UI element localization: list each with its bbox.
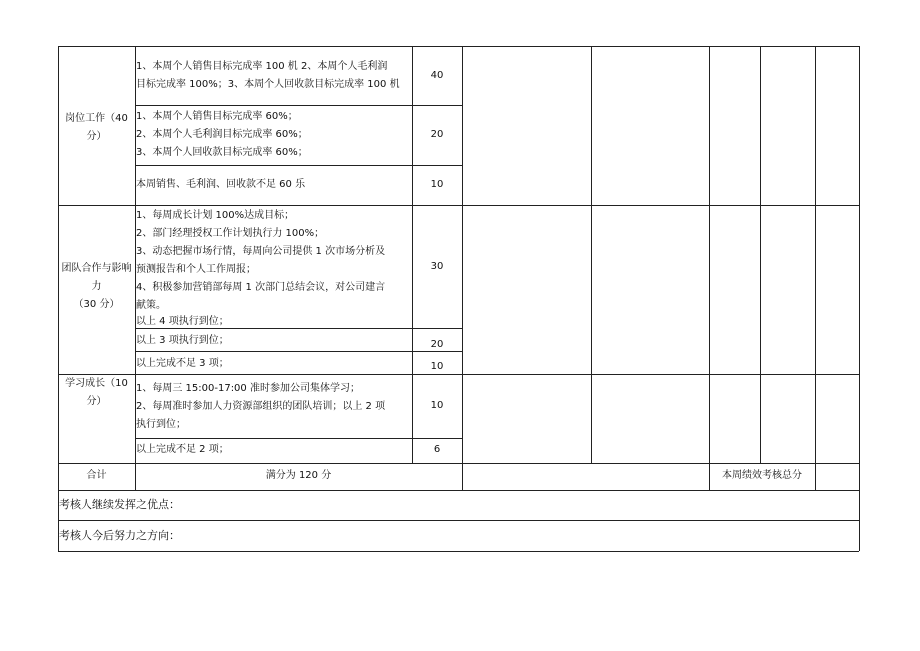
- col-border: [591, 46, 592, 463]
- score-cell: 10: [430, 179, 444, 190]
- score-cell: 10: [430, 361, 444, 372]
- section-title-line: 分）: [86, 131, 107, 142]
- criteria-text: [136, 207, 385, 329]
- row-border: [58, 520, 859, 521]
- total-label: 合计: [86, 470, 107, 481]
- criteria-line: 1、每周成长计划 100%达成目标；: [136, 210, 295, 221]
- score-cell: 20: [430, 339, 444, 350]
- criteria-line: 3、动态把握市场行情，每周向公司提供 1 次市场分析及: [136, 246, 386, 257]
- col-border: [859, 46, 860, 551]
- score-cell: 30: [430, 261, 444, 272]
- criteria-line: 预测报告和个人工作周报；: [136, 264, 256, 275]
- section-title-line: 分）: [86, 396, 107, 407]
- criteria-line: 以上 4 项执行到位；: [136, 316, 229, 327]
- criteria-line: 目标完成率 100%；3、本周个人回收款目标完成率 100 机: [136, 79, 400, 90]
- criteria-text: [136, 58, 400, 94]
- criteria-line: 4、积极参加营销部每周 1 次部门总结会议，对公司建言: [136, 282, 386, 293]
- criteria-text: 以上 3 项执行到位；: [136, 335, 229, 346]
- criteria-text: 以上完成不足 3 项；: [136, 358, 229, 369]
- section-title-team: [58, 260, 135, 314]
- full-score-label: 满分为 120 分: [265, 470, 332, 481]
- weekly-total-label: 本周绩效考核总分: [722, 470, 802, 481]
- row-border: [58, 463, 859, 464]
- section-title-line: 团队合作与影响: [61, 263, 132, 274]
- score-cell: 10: [430, 400, 444, 411]
- row-border: [58, 46, 859, 47]
- section-title-line: （30 分）: [73, 299, 120, 310]
- criteria-line: 1、本周个人销售目标完成率 60%；: [136, 111, 298, 122]
- col-border: [760, 46, 761, 463]
- section-title-learning: [58, 375, 135, 411]
- row-border: [58, 490, 859, 491]
- criteria-line: 执行到位；: [136, 419, 186, 430]
- criteria-text: [136, 380, 385, 434]
- criteria-line: 1、每周三 15:00-17:00 准时参加公司集体学习；: [136, 383, 360, 394]
- improvements-label: 考核人今后努力之方向：: [59, 529, 180, 542]
- score-cell: 20: [430, 129, 444, 140]
- section-title-job: [58, 110, 135, 146]
- criteria-line: 2、本周个人毛利润目标完成率 60%；: [136, 129, 308, 140]
- col-border: [815, 46, 816, 490]
- col-border: [709, 46, 710, 490]
- criteria-line: 1、本周个人销售目标完成率 100 机 2、本周个人毛利润: [136, 61, 388, 72]
- score-cell: 6: [433, 444, 441, 455]
- criteria-text: [136, 108, 308, 162]
- criteria-text: 以上完成不足 2 项；: [136, 444, 229, 455]
- col-border: [462, 46, 463, 490]
- criteria-text: 本周销售、毛利润、回收款不足 60 乐: [136, 179, 306, 190]
- section-title-line: 学习成长（10: [65, 378, 128, 389]
- score-cell: 40: [430, 70, 444, 81]
- section-title-line: 岗位工作（40: [65, 113, 128, 124]
- criteria-line: 3、本周个人回收款目标完成率 60%；: [136, 147, 308, 158]
- section-title-line: 力: [91, 281, 102, 292]
- strengths-label: 考核人继续发挥之优点：: [59, 498, 180, 511]
- criteria-line: 2、每周准时参加人力资源部组织的团队培训；以上 2 项: [136, 401, 386, 412]
- row-border: [58, 205, 859, 206]
- row-border: [58, 551, 859, 552]
- criteria-line: 献策。: [136, 300, 166, 311]
- criteria-line: 2、部门经理授权工作计划执行力 100%；: [136, 228, 325, 239]
